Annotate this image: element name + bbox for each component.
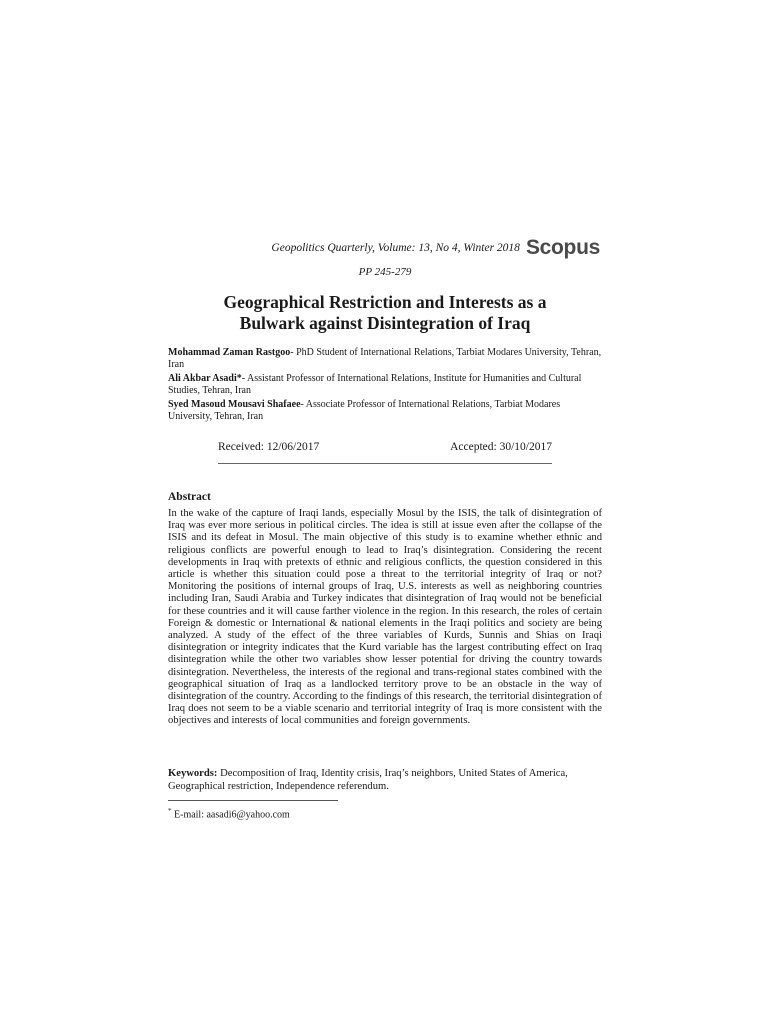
author-affiliation: - PhD Student of International Relations, Tarbiat Modares University, Tehran, Iran (168, 347, 602, 371)
scopus-logo: Scopus (525, 236, 600, 259)
page-range (0, 266, 770, 278)
dates-divider (218, 463, 552, 464)
page-range-text: PP 245-279 (358, 266, 412, 278)
keywords-text: Decomposition of Iraq, Identity crisis, Iraq’s neighbors, United States of America, Geographical restriction, Independence referendum. (168, 768, 568, 792)
author-affiliation: - Associate Professor of International Relations, Tarbiat Modares University, Tehran, Iran (168, 398, 561, 423)
journal-citation: Geopolitics Quarterly, Volume: 13, No 4, Winter 2018 (271, 242, 520, 254)
author-entry (168, 347, 602, 372)
title-line-1: Geographical Restriction and Interests as a (223, 292, 547, 312)
title-line-2: Bulwark against Disintegration of Iraq (239, 313, 531, 333)
author-list (168, 347, 602, 424)
submission-dates (218, 441, 552, 453)
accepted-date: Accepted: 30/10/2017 (450, 441, 552, 453)
footnote (168, 807, 290, 820)
keywords (168, 768, 602, 793)
keywords-label: Keywords: (168, 768, 218, 779)
footnote-email: E-mail: aasadi6@yahoo.com (171, 809, 290, 821)
received-date: Received: 12/06/2017 (218, 441, 320, 453)
author-name: Ali Akbar Asadi* (168, 372, 242, 384)
paper-title (168, 292, 602, 334)
abstract-text: In the wake of the capture of Iraqi lands, especially Mosul by the ISIS, the talk of disintegration of Iraq was ever more serious in political circles. The idea is still at issue even after the collapse of the ISIS and its defeat in Mosul. The main objective of this study is to examine whether ethnic and religious conflicts are powerful enough to lead to Iraq’s disintegration. Considering the recent developments in Iraq with pretexts of ethnic and religious conflicts, the question considered in this article is whether this situation could pose a threat to the territorial integrity of Iraq or not? Monitoring the positions of internal groups of Iraq, U.S. interests as well as neighboring countries including Iran, Saudi Arabia and Turkey indicates that disintegration of Iraq would not be beneficial for these countries and it will cause farther violence in the region. In this research, the roles of certain Foreign & domestic or International & national elements in the Iraqi politics and society are being analyzed. A study of the effect of the three variables of Kurds, Sunnis and Shias on Iraqi disintegration or integrity indicates that the Kurd variable has the largest contributing effect on Iraq disintegration while the other two variables show lesser potential for driving the country towards disintegration. Nevertheless, the interests of the regional and trans-regional states combined with the geographical situation of Iraq as a landlocked territory prove to be an obstacle in the way of disintegration of the country. According to the findings of this research, the territorial disintegration of Iraq does not seem to be a viable scenario and territorial integrity of Iraq is more consistent with the objectives and interests of local communities and foreign governments. (168, 508, 602, 727)
journal-header (190, 236, 600, 260)
author-name: Mohammad Zaman Rastgoo (168, 347, 291, 358)
author-name: Syed Masoud Mousavi Shafaee (168, 398, 301, 410)
author-entry (168, 373, 602, 398)
footnote-divider (168, 800, 338, 801)
abstract-heading: Abstract (168, 491, 211, 503)
author-entry (168, 399, 602, 424)
author-affiliation: - Assistant Professor of International Relations, Institute for Humanities and Cultural Studies, Tehran, Iran (168, 372, 582, 397)
footnote-marker: * (168, 807, 172, 815)
